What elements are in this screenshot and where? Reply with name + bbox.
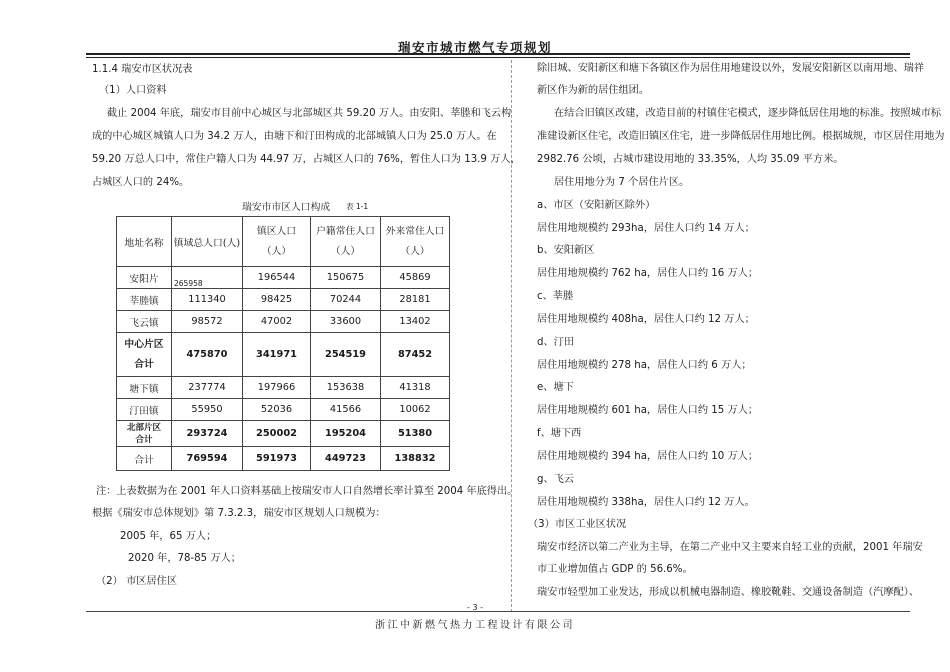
header-rule: [86, 53, 910, 55]
table-note: 注：上表数据为在 2001 年人口资料基础上按瑞安市人口自然增长率计算至 2004 年底得出。: [96, 486, 518, 497]
cell-total: 265958: [172, 267, 243, 289]
cell-migrant: 10062: [381, 399, 450, 421]
row-name: [117, 333, 172, 377]
table-row-subtotal: [117, 421, 450, 447]
row-name: 合计: [117, 447, 172, 471]
header-line: （人）: [400, 245, 430, 257]
paragraph-line: 占城区人口的 24%。: [92, 177, 190, 188]
district-label: a、市区（安阳新区除外）: [537, 200, 656, 211]
header-line: （人）: [330, 245, 361, 257]
cell-total: 293724: [172, 421, 243, 447]
cell-registered: 153638: [311, 377, 381, 399]
paragraph-line: 截止 2004 年底，瑞安市目前中心城区与北部城区共 59.20 万人。由安阳、莘塍和飞云构: [107, 108, 512, 119]
table-row: [117, 267, 450, 289]
cell-migrant: 41318: [381, 377, 450, 399]
paragraph-line: 成的中心城区城镇人口为 34.2 万人，由塘下和汀田构成的北部城镇人口为 25.0 万人。在: [92, 131, 497, 142]
header-cell: [311, 217, 381, 267]
cell-total: 475870: [172, 333, 243, 377]
district-detail: 居住用地规模约 293ha，居住人口约 14 万人；: [537, 223, 755, 234]
table-caption: 瑞安市市区人口构成: [242, 202, 331, 213]
table-row: [117, 311, 450, 333]
district-label: d、汀田: [537, 337, 575, 348]
cell-migrant: 45869: [381, 267, 450, 289]
subsection-industrial: （3）市区工业区状况: [528, 519, 627, 530]
table-row-subtotal: [117, 333, 450, 377]
table-header-row: [117, 217, 450, 267]
row-name: 汀田镇: [117, 399, 172, 421]
header-cell: [381, 217, 450, 267]
cell-registered: 449723: [311, 447, 381, 471]
row-name: 安阳片: [117, 267, 172, 289]
table-number: 表 1-1: [346, 202, 369, 211]
district-label: b、安阳新区: [537, 245, 595, 256]
paragraph-line: 瑞安市经济以第二产业为主导，在第二产业中又主要来自轻工业的贡献，2001 年瑞安: [537, 542, 923, 553]
cell-migrant: 28181: [381, 289, 450, 311]
district-label: c、莘塍: [537, 291, 574, 302]
table-row: [117, 399, 450, 421]
row-name-line: 北部片区: [126, 422, 161, 433]
cell-total: 111340: [172, 289, 243, 311]
paragraph-line: 准建设新区住宅，改造旧镇区住宅，进一步降低居住用地比例。根据城规，市区居住用地为: [537, 131, 945, 142]
header-line: 户籍常住人口: [316, 225, 375, 237]
plan-reference: 根据《瑞安市总体规划》第 7.3.2.3，瑞安市区规划人口规模为：: [92, 508, 386, 519]
table-row: [117, 289, 450, 311]
cell-total: 98572: [172, 311, 243, 333]
cell-registered: 33600: [311, 311, 381, 333]
row-name: 莘塍镇: [117, 289, 172, 311]
section-heading: 1.1.4 瑞安市区状况表: [92, 64, 193, 75]
paragraph-line: 2982.76 公顷，占城市建设用地的 33.35%，人均 35.09 平方米。: [537, 154, 844, 165]
cell-migrant: 51380: [381, 421, 450, 447]
header-line: （人）: [261, 245, 292, 257]
cell-town: 197966: [243, 377, 311, 399]
cell-migrant: 87452: [381, 333, 450, 377]
footer-company: 浙江中新燃气热力工程设计有限公司: [375, 620, 575, 631]
district-detail: 居住用地规模约 278 ha，居住人口约 6 万人；: [537, 360, 752, 371]
row-name-line: 合计: [135, 434, 153, 445]
cell-registered: 195204: [311, 421, 381, 447]
page-number: - 3 -: [467, 603, 483, 612]
footer-rule: [86, 611, 910, 612]
cell-registered: 41566: [311, 399, 381, 421]
document-header-title: 瑞安市城市燃气专项规划: [397, 40, 552, 55]
row-name: 飞云镇: [117, 311, 172, 333]
district-detail: 居住用地规模约 394 ha，居住人口约 10 万人；: [537, 451, 759, 462]
cell-town: 250002: [243, 421, 311, 447]
district-detail: 居住用地规模约 408ha，居住人口约 12 万人；: [537, 314, 755, 325]
cell-town: 47002: [243, 311, 311, 333]
table-row: [117, 377, 450, 399]
paragraph-line: 59.20 万总人口中，常住户籍人口为 44.97 万，占城区人口的 76%，暂住人口为 13.9 万人，: [92, 154, 521, 165]
paragraph-line: 新区作为新的居住组团。: [537, 85, 650, 96]
cell-town: 52036: [243, 399, 311, 421]
paragraph-line: 除旧城、安阳新区和塘下各镇区作为居住用地建设以外，发展安阳新区以南用地、瑞祥: [537, 63, 925, 74]
header-cell: 地址名称: [117, 217, 172, 267]
header-cell: 镇域总人口(人): [172, 217, 243, 267]
table-row-total: [117, 447, 450, 471]
subsection-population: （1）人口资料: [99, 85, 167, 96]
plan-2020: 2020 年，78-85 万人；: [128, 553, 241, 564]
district-detail: 居住用地规模约 762 ha，居住人口约 16 万人；: [537, 268, 759, 279]
cell-town: 196544: [243, 267, 311, 289]
district-detail: 居住用地规模约 338ha，居住人口约 12 万人。: [537, 497, 755, 508]
paragraph-line: 市工业增加值占 GDP 的 56.6%。: [537, 564, 693, 575]
row-name-line: 中心片区: [124, 338, 164, 350]
district-label: g、飞云: [537, 474, 575, 485]
header-line: 外来常住人口: [385, 225, 445, 237]
header-cell: [243, 217, 311, 267]
cell-registered: 70244: [311, 289, 381, 311]
cell-town: 341971: [243, 333, 311, 377]
district-detail: 居住用地规模约 601 ha，居住人口约 15 万人；: [537, 405, 759, 416]
column-divider: [511, 60, 512, 612]
population-table: [116, 216, 450, 471]
cell-migrant: 138832: [381, 447, 450, 471]
cell-registered: 254519: [311, 333, 381, 377]
paragraph-line: 瑞安市轻型加工业发达，形成以机械电器制造、橡胶靴鞋、交通设备制造（汽摩配）、: [537, 587, 920, 598]
cell-migrant: 13402: [381, 311, 450, 333]
district-label: f、塘下西: [537, 428, 582, 439]
cell-town: 98425: [243, 289, 311, 311]
plan-2005: 2005 年，65 万人；: [120, 531, 217, 542]
cell-registered: 150675: [311, 267, 381, 289]
district-label: e、塘下: [537, 382, 574, 393]
cell-total: 769594: [172, 447, 243, 471]
header-rule-thin: [86, 57, 910, 58]
header-line: 镇区人口: [256, 225, 297, 237]
row-name: [117, 421, 172, 447]
cell-total: 237774: [172, 377, 243, 399]
paragraph-line: 居住用地分为 7 个居住片区。: [554, 177, 690, 188]
subsection-residential: （2） 市区居住区: [96, 576, 178, 587]
row-name: 塘下镇: [117, 377, 172, 399]
paragraph-line: 在结合旧镇区改建，改造目前的村镇住宅模式，逐步降低居住用地的标准。按照城市标: [554, 108, 942, 119]
row-name-line: 合计: [134, 358, 154, 370]
cell-total: 55950: [172, 399, 243, 421]
cell-town: 591973: [243, 447, 311, 471]
